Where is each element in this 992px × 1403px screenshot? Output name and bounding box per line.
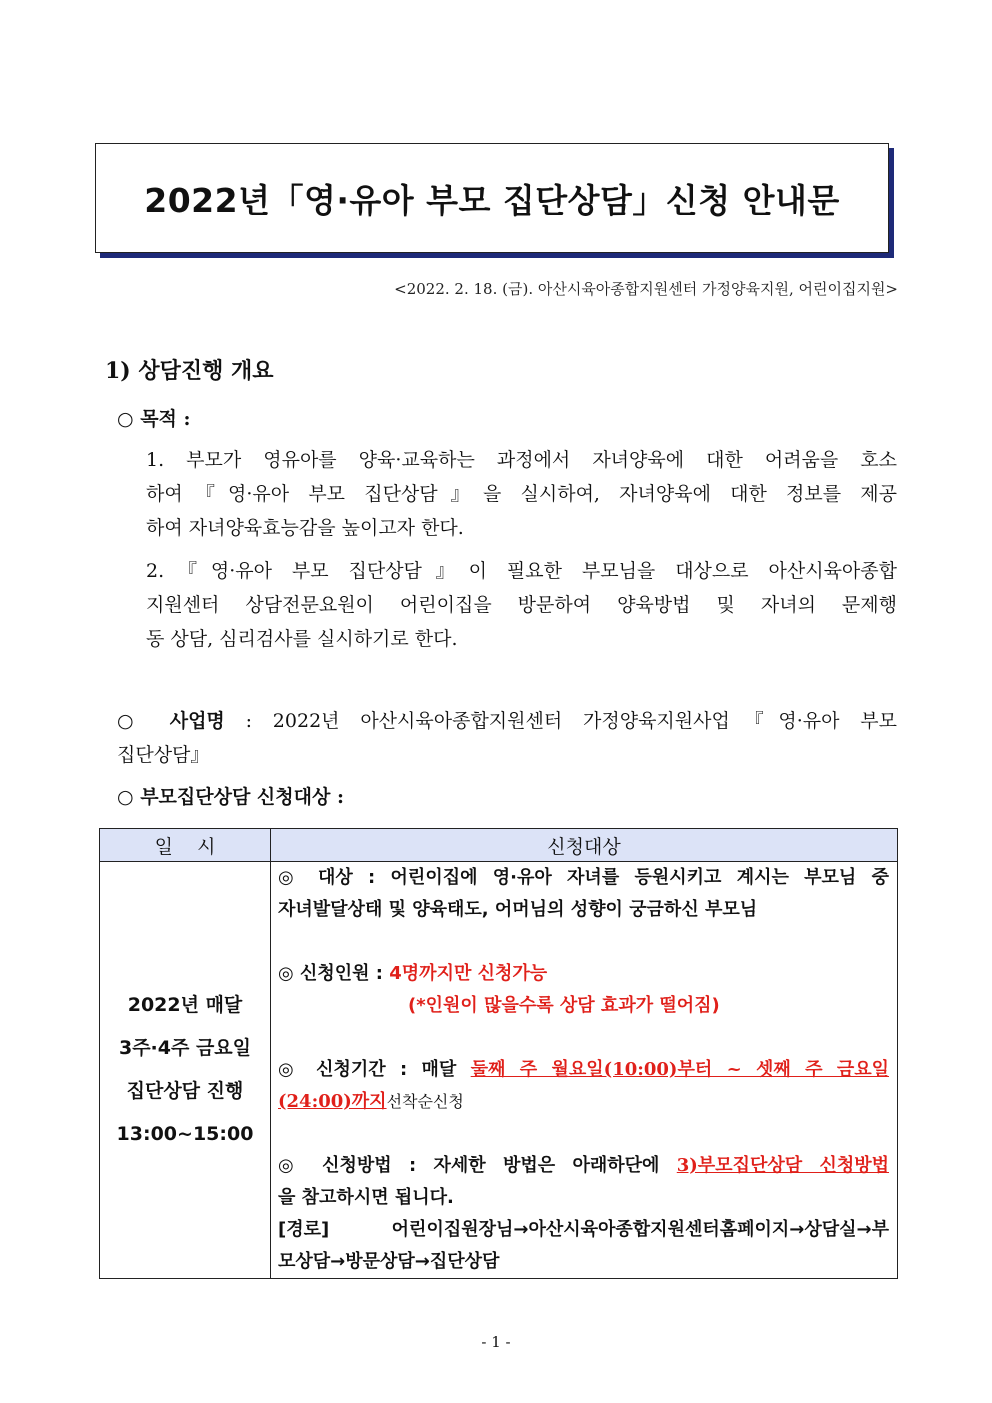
paragraph-line: 1. 부모가 영유아를 양육·교육하는 과정에서 자녀양육에 대한 어려움을 호소 bbox=[146, 449, 897, 471]
business-text-cont: 집단상담』 bbox=[117, 744, 210, 766]
paragraph-line: 하여『영·유아 부모 집단상담』을 실시하여, 자녀양육에 대한 정보를 제공 bbox=[146, 483, 897, 505]
period-line-2 bbox=[278, 1086, 889, 1118]
header-target: 신청대상 bbox=[271, 829, 898, 862]
business-name bbox=[117, 704, 897, 772]
period-value: 둘째 주 월요일(10:00)부터 ~ 셋째 주 금요일 bbox=[470, 1059, 889, 1080]
target-line-1: ◎ 대상 : 어린이집에 영·유아 자녀를 등원시키고 계시는 부모님 중 bbox=[278, 867, 889, 888]
title-box bbox=[95, 143, 889, 253]
date-cell bbox=[100, 862, 271, 1279]
date-line-3: 집단상담 진행 bbox=[126, 1080, 244, 1102]
target-line-2: 자녀발달상태 및 양육태도, 어머님의 성향이 궁금하신 부모님 bbox=[278, 899, 758, 920]
date-line-4: 13:00~15:00 bbox=[116, 1123, 254, 1145]
method-value: 3)부모집단상담 신청방법 bbox=[676, 1155, 889, 1176]
date-line: <2022. 2. 18. (금). 아산시육아종합지원센터 가정양육지원, 어린이집지원> bbox=[394, 280, 898, 298]
purpose-paragraph-1 bbox=[146, 443, 897, 545]
count-label: ◎ 신청인원 : bbox=[278, 963, 390, 984]
date-line-2: 3주·4주 금요일 bbox=[118, 1037, 252, 1059]
purpose-paragraph-2 bbox=[146, 554, 897, 656]
route-line-1: [경로] 어린이집원장님→아산시육아종합지원센터홈페이지→상담실→부 bbox=[278, 1219, 889, 1240]
document-title: 2022년「영·유아 부모 집단상담」신청 안내문 bbox=[144, 180, 840, 220]
business-label: ○ 사업명 bbox=[117, 710, 225, 732]
period-line bbox=[278, 1054, 889, 1086]
method-tail: 을 참고하시면 됩니다. bbox=[278, 1187, 454, 1208]
date-line-1: 2022년 매달 bbox=[127, 994, 243, 1016]
page-number: - 1 - bbox=[481, 1333, 511, 1351]
count-line bbox=[278, 958, 889, 990]
application-table bbox=[99, 828, 898, 1279]
count-note: (*인원이 많을수록 상담 효과가 떨어짐) bbox=[408, 995, 720, 1016]
route-line-2: 모상담→방문상담→집단상담 bbox=[278, 1251, 500, 1272]
paragraph-line: 지원센터 상담전문요원이 어린이집을 방문하여 양육방법 및 자녀의 문제행 bbox=[146, 594, 897, 616]
paragraph-line: 2.『영·유아 부모 집단상담』이 필요한 부모님을 대상으로 아산시육아종합 bbox=[146, 560, 897, 582]
business-text: : 2022년 아산시육아종합지원센터 가정양육지원사업『영·유아 부모 bbox=[224, 710, 897, 732]
paragraph-line: 하여 자녀양육효능감을 높이고자 한다. bbox=[146, 517, 464, 539]
period-label: ◎ 신청기간 : 매달 bbox=[278, 1059, 471, 1080]
period-tail: 선착순신청 bbox=[386, 1092, 464, 1111]
section-heading: 1) 상담진행 개요 bbox=[105, 358, 274, 384]
target-cell bbox=[271, 862, 898, 1279]
count-value: 4명까지만 신청가능 bbox=[389, 963, 548, 984]
target-label: ○ 부모집단상담 신청대상 : bbox=[117, 786, 344, 808]
paragraph-line: 동 상담, 심리검사를 실시하기로 한다. bbox=[146, 628, 458, 650]
header-date: 일 시 bbox=[100, 829, 271, 862]
method-line bbox=[278, 1150, 889, 1182]
period-value-end: (24:00)까지 bbox=[278, 1091, 387, 1112]
method-label: ◎ 신청방법 : 자세한 방법은 아래하단에 bbox=[278, 1155, 677, 1176]
purpose-label: ○ 목적 : bbox=[117, 408, 191, 430]
